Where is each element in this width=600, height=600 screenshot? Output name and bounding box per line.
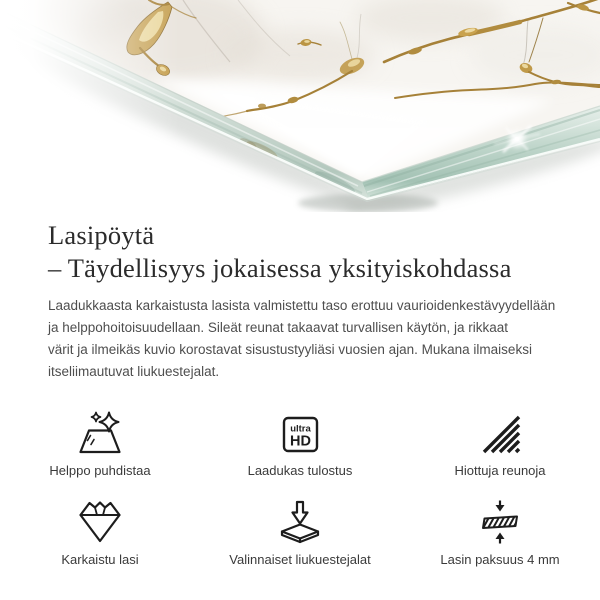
feature-label: Hiottuja reunoja — [454, 463, 546, 478]
description-line: värit ja ilmeikäs kuvio korostavat sisustustyyliäsi vuosien ajan. Mukana ilmaiseksi — [48, 342, 532, 357]
product-image — [0, 0, 600, 212]
feature-item-print-quality — [200, 409, 400, 478]
glass-thickness-icon — [476, 498, 524, 546]
glass-table-photo — [0, 0, 600, 212]
diamond-icon — [76, 498, 124, 546]
description-line: itseliimautuvat liukuestejalat. — [48, 364, 220, 379]
product-name: Lasipöytä — [48, 220, 155, 250]
feature-label: Valinnaiset liukuestejalat — [229, 552, 371, 567]
ultra-text: ultra — [290, 423, 311, 435]
hd-text: HD — [290, 433, 311, 450]
feature-label: Karkaistu lasi — [61, 552, 139, 567]
feature-item-anti-slip-feet — [200, 498, 400, 567]
sparkle-clean-surface-icon — [76, 409, 124, 457]
feature-label: Lasin paksuus 4 mm — [440, 552, 560, 567]
feature-item-easy-clean — [0, 409, 200, 478]
product-title — [48, 219, 560, 285]
description-line: ja helppohoitoisuudellaan. Sileät reunat takaavat turvallisen käytön, ja rikkaat — [48, 320, 509, 335]
feature-item-polished-edges — [400, 409, 600, 478]
description-line: Laadukkaasta karkaistusta lasista valmistettu taso erottuu vaurioidenkestävyydellään — [48, 298, 556, 313]
feature-item-glass-thickness — [400, 498, 600, 567]
product-description — [48, 295, 560, 383]
polished-edges-icon — [476, 409, 524, 457]
feature-grid — [0, 409, 600, 567]
ultra-hd-icon — [276, 409, 324, 457]
feature-label: Laadukas tulostus — [247, 463, 353, 478]
feature-label: Helppo puhdistaa — [49, 463, 151, 478]
product-text-section — [0, 219, 600, 383]
arrow-onto-pad-icon — [276, 498, 324, 546]
feature-item-tempered-glass — [0, 498, 200, 567]
product-tagline: – Täydellisyys jokaisessa yksityiskohdassa — [48, 253, 512, 283]
